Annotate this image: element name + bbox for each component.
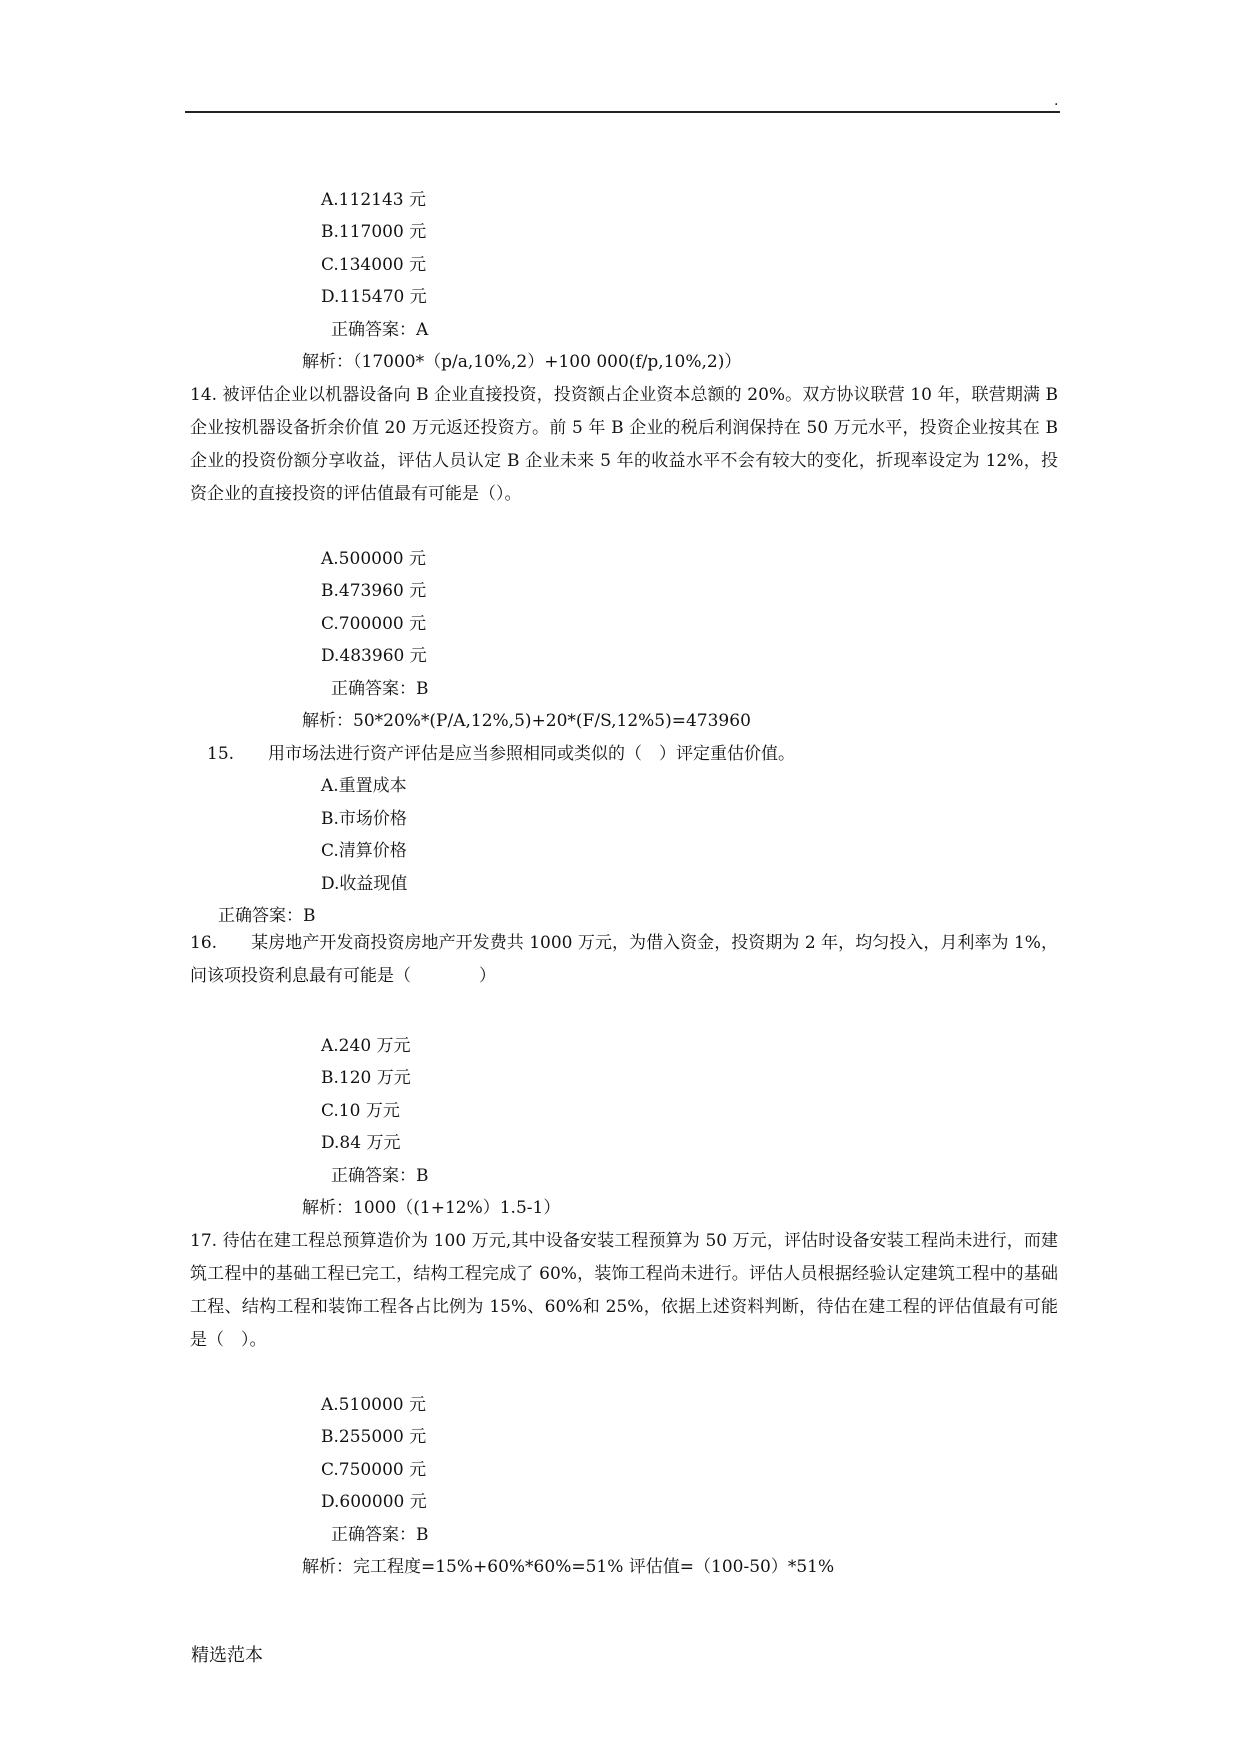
q17-option-d: D.600000 元 bbox=[321, 1492, 427, 1512]
q17-question: 17. 待估在建工程总预算造价为 100 万元,其中设备安装工程预算为 50 万元，评估时设备安装工程尚未进行，而建筑工程中的基础工程已完工，结构工程完成了 60%，装饰工程尚未进行。评估人员根据经验认定建筑工程中的基础工程、结构工程和装饰工程各占比例为 15%、60%和 25%，依据上述资料判断，待估在建工程的评估值最有可能是（ ）。 bbox=[190, 1231, 1058, 1350]
q14-option-d: D.483960 元 bbox=[321, 646, 427, 666]
q13-answer: 正确答案：A bbox=[331, 320, 429, 340]
header-dot: . bbox=[1054, 93, 1059, 109]
q16-question: 16. 某房地产开发商投资房地产开发费共 1000 万元，为借入资金，投资期为 2 年，均匀投入，月利率为 1%，问该项投资利息最有可能是（ ） bbox=[190, 933, 1058, 986]
q15-option-c: C.清算价格 bbox=[321, 841, 407, 861]
q14-option-a: A.500000 元 bbox=[321, 549, 426, 569]
q13-option-b: B.117000 元 bbox=[321, 222, 427, 242]
q14-option-b: B.473960 元 bbox=[321, 581, 427, 601]
q17-answer: 正确答案：B bbox=[331, 1525, 429, 1545]
q17-option-c: C.750000 元 bbox=[321, 1460, 427, 1480]
q15-option-b: B.市场价格 bbox=[321, 809, 407, 829]
q15-answer: 正确答案：B bbox=[218, 906, 316, 926]
q15-option-d: D.收益现值 bbox=[321, 874, 408, 894]
q14-option-c: C.700000 元 bbox=[321, 614, 427, 634]
q16-option-a: A.240 万元 bbox=[321, 1036, 411, 1056]
q13-option-c: C.134000 元 bbox=[321, 255, 427, 275]
q17-explanation: 解析：完工程度=15%+60%*60%=51% 评估值=（100-50）*51% bbox=[302, 1557, 835, 1577]
q16-answer: 正确答案：B bbox=[331, 1166, 429, 1186]
footer-text: 精选范本 bbox=[191, 1645, 263, 1666]
q16-option-b: B.120 万元 bbox=[321, 1068, 411, 1088]
q17-option-a: A.510000 元 bbox=[321, 1395, 426, 1415]
q17-option-b: B.255000 元 bbox=[321, 1427, 427, 1447]
q16-option-d: D.84 万元 bbox=[321, 1133, 401, 1153]
q13-option-a: A.112143 元 bbox=[321, 190, 426, 210]
q14-answer: 正确答案：B bbox=[331, 679, 429, 699]
q15-option-a: A.重置成本 bbox=[321, 776, 407, 796]
q16-option-c: C.10 万元 bbox=[321, 1101, 400, 1121]
q15-question: 15. 用市场法进行资产评估是应当参照相同或类似的（ ）评定重估价值。 bbox=[207, 744, 796, 764]
q14-question: 14. 被评估企业以机器设备向 B 企业直接投资，投资额占企业资本总额的 20%。双方协议联营 10 年，联营期满 B 企业按机器设备折余价值 20 万元返还投资方。前 5 年 B 企业的税后利润保持在 50 万元水平，投资企业按其在 B 企业的投资份额分享收益，评估人员认定 B 企业未来 5 年的收益水平不会有较大的变化，折现率设定为 12%，投资企业的直接投资的评估值最有可能是（）。 bbox=[190, 385, 1058, 504]
q13-option-d: D.115470 元 bbox=[321, 287, 427, 307]
q14-explanation: 解析：50*20%*(P/A,12%,5)+20*(F/S,12%5)=473960 bbox=[302, 711, 751, 731]
header-rule bbox=[185, 111, 1060, 113]
q13-explanation: 解析：（17000*（p/a,10%,2）+100 000(f/p,10%,2)） bbox=[302, 352, 742, 372]
q16-explanation: 解析：1000（(1+12%）1.5-1） bbox=[302, 1198, 561, 1218]
